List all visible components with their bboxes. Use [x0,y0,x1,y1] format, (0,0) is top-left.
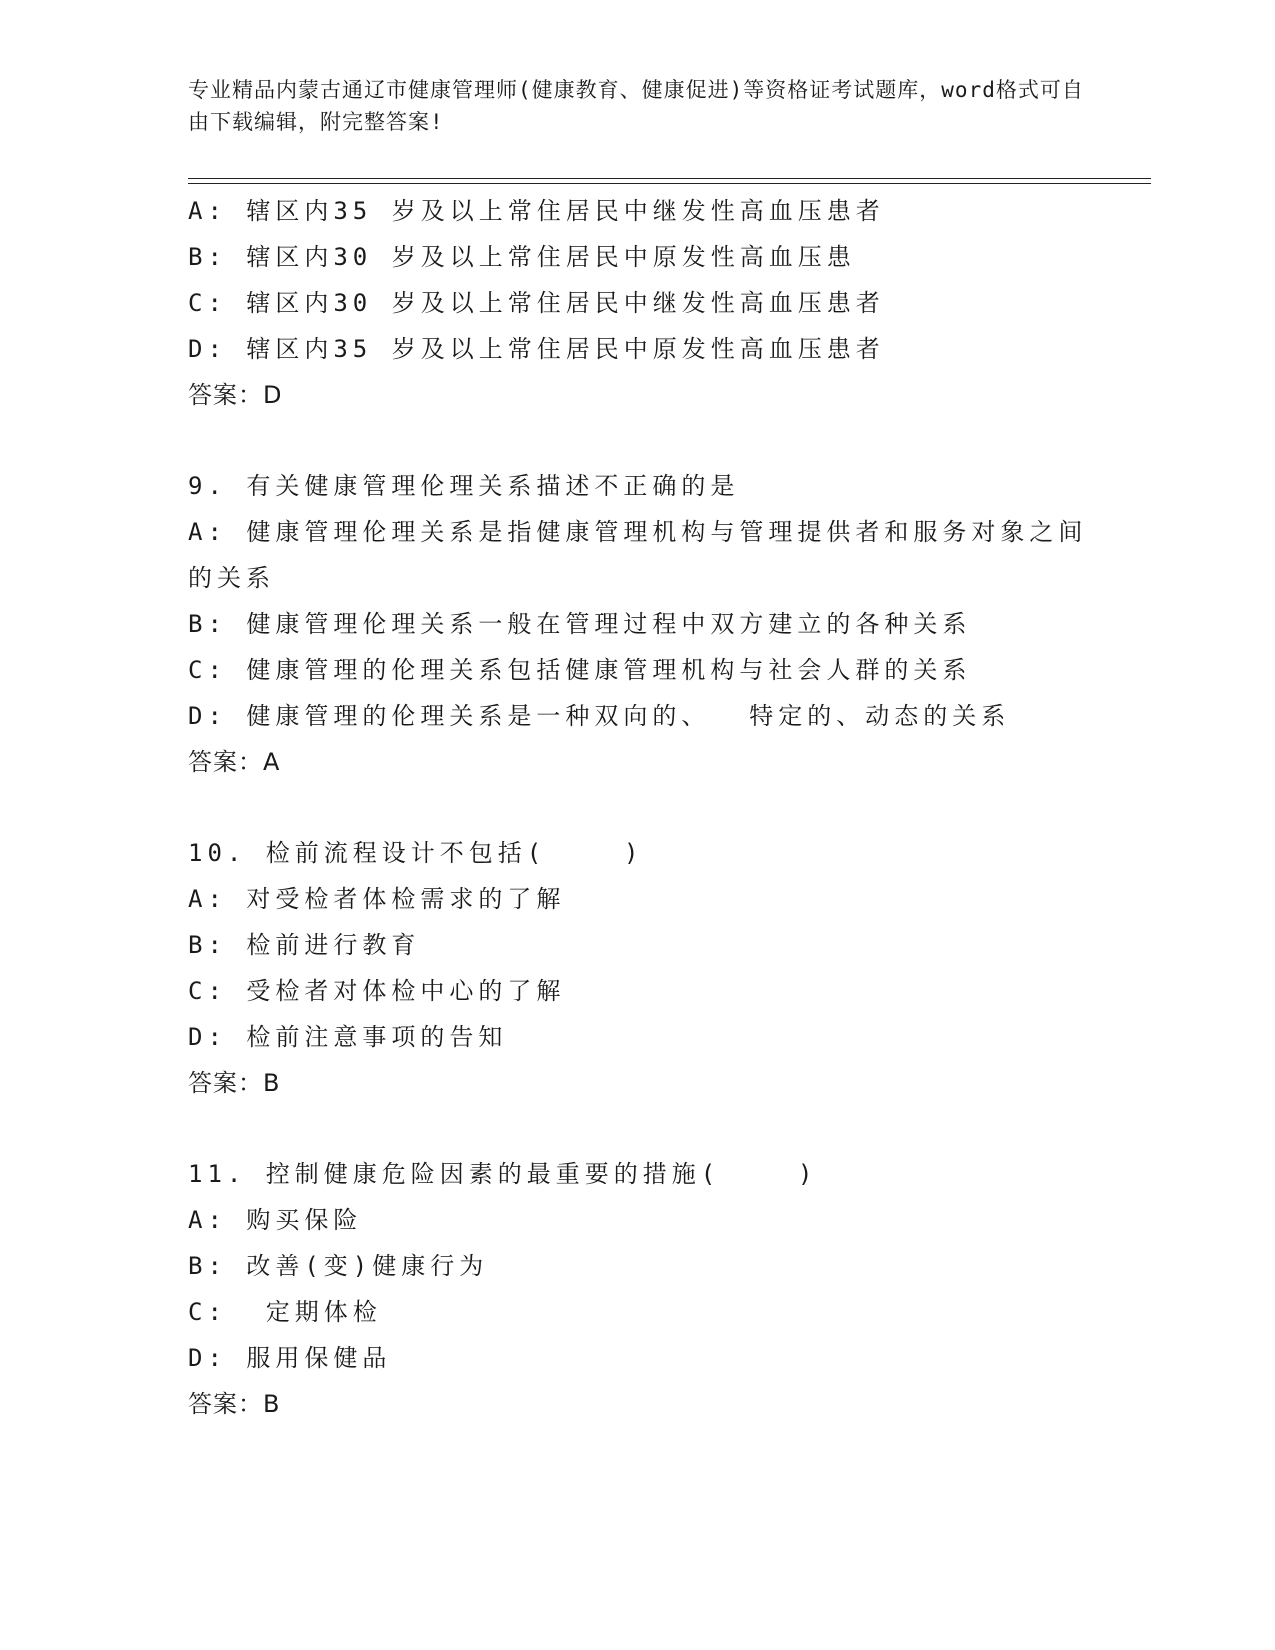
q11-option-c: C: 定期体检 [188,1298,382,1326]
q11-answer: 答案：B [188,1390,281,1418]
q10-question: 10. 检前流程设计不包括( ) [188,839,644,867]
header-divider-top [188,178,1151,179]
q9-option-b: B: 健康管理伦理关系一般在管理过程中双方建立的各种关系 [188,610,972,638]
q10-option-d: D: 检前注意事项的告知 [188,1023,508,1051]
question-9 [188,463,1088,785]
q8-answer: 答案：D [188,381,283,409]
q8-option-a: A: 辖区内35 岁及以上常住居民中继发性高血压患者 [188,197,885,225]
q9-option-c: C: 健康管理的伦理关系包括健康管理机构与社会人群的关系 [188,656,972,684]
question-11 [188,1151,1088,1427]
q10-answer: 答案：B [188,1069,281,1097]
q11-option-a: A: 购买保险 [188,1206,363,1234]
q9-option-d: D: 健康管理的伦理关系是一种双向的、 特定的、动态的关系 [188,702,1011,730]
q11-option-b: B: 改善(变)健康行为 [188,1252,489,1280]
q11-option-d: D: 服用保健品 [188,1344,392,1372]
question-content [188,188,1088,1427]
q10-option-b: B: 检前进行教育 [188,931,421,959]
q11-question: 11. 控制健康危险因素的最重要的措施( ) [188,1160,818,1188]
document-header: 专业精品内蒙古通辽市健康管理师(健康教育、健康促进)等资格证考试题库，word格式可自由下载编辑，附完整答案! [188,78,1084,134]
q10-option-c: C: 受检者对体检中心的了解 [188,977,566,1005]
header-divider-bottom [188,183,1151,184]
q9-question: 9. 有关健康管理伦理关系描述不正确的是 [188,472,740,500]
question-8 [188,188,1088,418]
q10-option-a: A: 对受检者体检需求的了解 [188,885,566,913]
q9-option-a: A: 健康管理伦理关系是指健康管理机构与管理提供者和服务对象之间的关系 [188,518,1088,592]
q8-option-b: B: 辖区内30 岁及以上常住居民中原发性高血压患 [188,243,856,271]
q8-option-c: C: 辖区内30 岁及以上常住居民中继发性高血压患者 [188,289,885,317]
q9-answer: 答案：A [188,748,281,776]
q8-option-d: D: 辖区内35 岁及以上常住居民中原发性高血压患者 [188,335,885,363]
question-10 [188,830,1088,1106]
